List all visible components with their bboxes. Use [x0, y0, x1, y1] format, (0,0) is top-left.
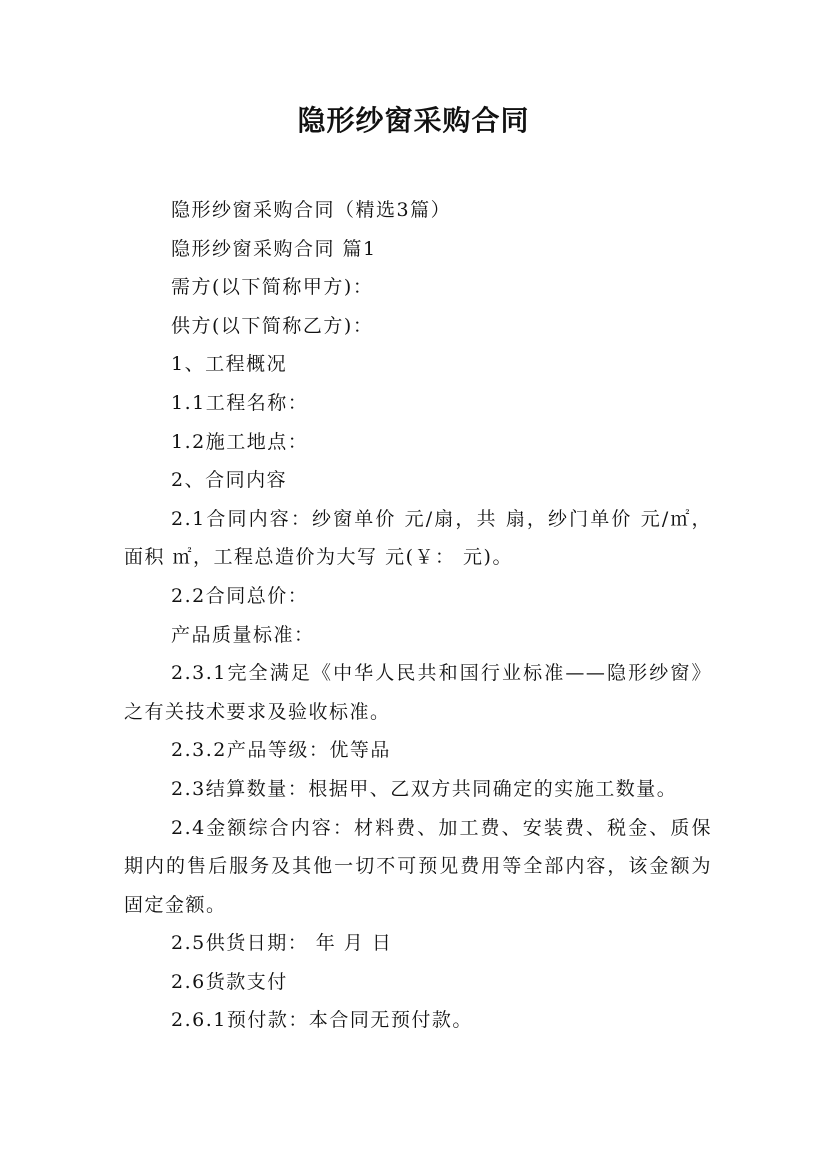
- paragraph-construction-site: 1.2施工地点：: [171, 430, 309, 453]
- paragraph-payment: 2.6货款支付: [171, 970, 288, 993]
- paragraph-supplier: 供方(以下简称乙方)：: [171, 314, 374, 337]
- paragraph-advance-payment: 2.6.1预付款：本合同无预付款。: [171, 1009, 473, 1032]
- paragraph-contract-content: 2、合同内容: [171, 469, 288, 492]
- paragraph-settlement-quantity: 2.3结算数量：根据甲、乙双方共同确定的实施工数量。: [171, 777, 678, 800]
- document-title: 隐形纱窗采购合同: [297, 104, 530, 137]
- paragraph-product-grade: 2.3.2产品等级：优等品: [171, 739, 391, 762]
- paragraph-delivery-date: 2.5供货日期： 年 月 日: [171, 932, 393, 955]
- paragraph-section-heading: 隐形纱窗采购合同 篇1: [171, 237, 377, 260]
- paragraph-subtitle: 隐形纱窗采购合同（精选3篇）: [171, 199, 452, 221]
- paragraph-project-name: 1.1工程名称：: [171, 391, 309, 414]
- paragraph-amount-content: 2.4金额综合内容：材料费、加工费、安装费、税金、质保期内的售后服务及其他一切不可预见费用等全部内容，该金额为固定金额。: [124, 816, 712, 916]
- paragraph-buyer: 需方(以下简称甲方)：: [171, 276, 374, 299]
- paragraph-industry-standard: 2.3.1完全满足《中华人民共和国行业标准——隐形纱窗》之有关技术要求及验收标准。: [124, 662, 712, 723]
- document-body: [124, 191, 712, 1040]
- paragraph-contract-content-detail: 2.1合同内容：纱窗单价 元/扇，共 扇，纱门单价 元/㎡，面积 ㎡，工程总造价为大写 元(￥： 元)。: [124, 507, 712, 569]
- paragraph-project-overview: 1、工程概况: [171, 353, 288, 376]
- paragraph-quality-standard: 产品质量标准：: [171, 623, 315, 646]
- paragraph-total-price: 2.2合同总价：: [171, 584, 309, 607]
